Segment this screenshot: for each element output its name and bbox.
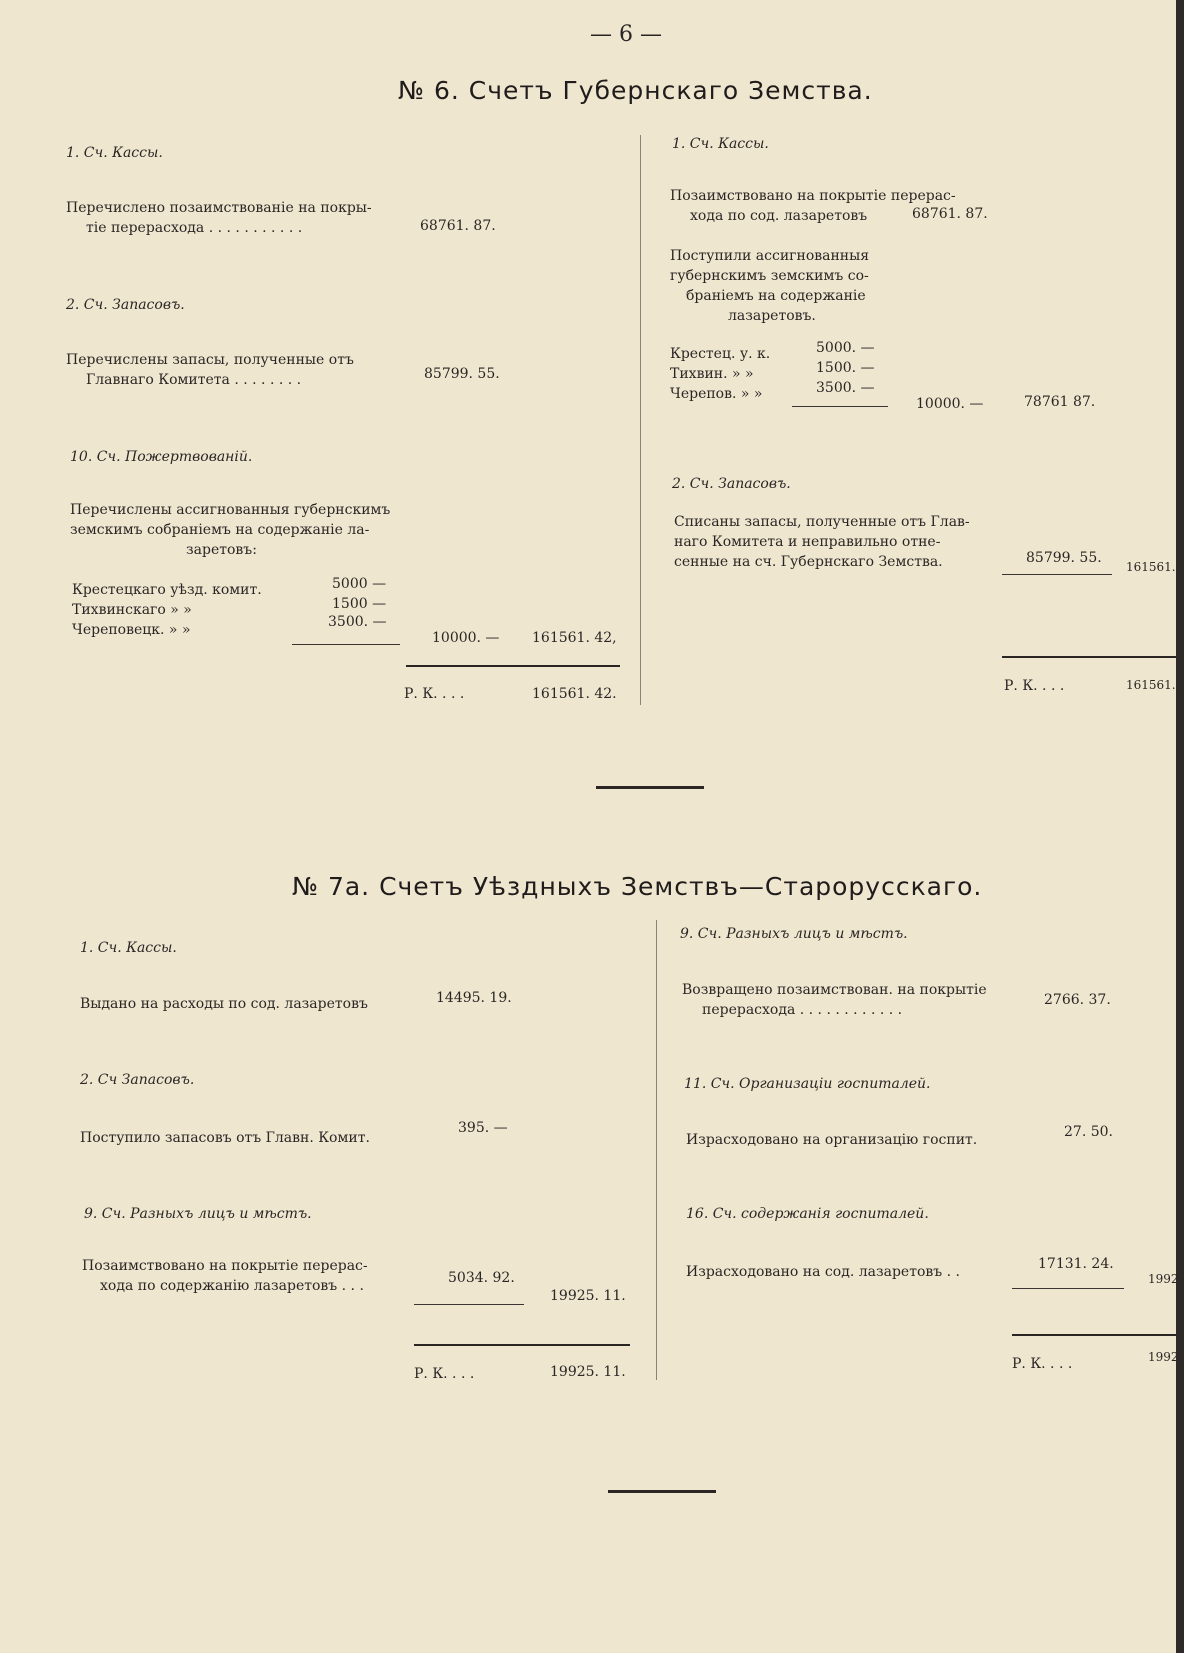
s6-right-subtotal: 10000. — (916, 396, 984, 412)
s6-left-entry2-amount: 85799. 55. (424, 366, 500, 382)
s6-left-subtotal: 10000. — (432, 630, 500, 646)
s6-right-entry3-line3: сенные на сч. Губернскаго Земства. (674, 554, 943, 570)
s6-left-heading-cash: 1. Сч. Кассы. (66, 145, 163, 161)
s6-left-sub1-amount: 5000 — (332, 576, 387, 592)
s7-left-rk-amount: 19925. 11. (550, 1364, 626, 1380)
s6-left-sub3-amount: 3500. — (328, 614, 387, 630)
s6-right-entry2-line1: Поступили ассигнованныя (670, 248, 870, 264)
s6-right-rk-amount: 161561. (1126, 678, 1176, 692)
s6-left-sub2-label: Тихвинскаго » » (72, 602, 192, 618)
s6-right-heading-cash: 1. Сч. Кассы. (672, 136, 769, 152)
s6-left-rk-amount: 161561. 42. (532, 686, 617, 702)
s6-right-entry2-line3: браніемъ на содержаніе (686, 288, 866, 304)
s7-left-entry1: Выдано на расходы по сод. лазаретовъ (80, 996, 368, 1012)
subtotal-rule (414, 1304, 524, 1305)
section-6-title: № 6. Счетъ Губернскаго Земства. (398, 76, 873, 105)
total-rule (1012, 1334, 1176, 1336)
s6-left-sub3-label: Череповецк. » » (72, 622, 191, 638)
s6-right-sub1-label: Крестец. у. к. (670, 346, 771, 362)
s7-left-entry2: Поступило запасовъ отъ Главн. Комит. (80, 1130, 370, 1146)
s6-right-total1: 78761 87. (1024, 394, 1096, 410)
s6-left-sub2-amount: 1500 — (332, 596, 387, 612)
s7-right-total: 1992 (1148, 1272, 1179, 1286)
s6-right-entry1-line1: Позаимствовано на покрытіе перерас- (670, 188, 956, 204)
total-rule (406, 665, 620, 667)
s6-left-entry3-line2: земскимъ собраніемъ на содержаніе ла- (70, 522, 370, 538)
s6-right-sub1-amount: 5000. — (816, 340, 875, 356)
s6-right-sub3-label: Черепов. » » (670, 386, 763, 402)
s6-left-entry1-line1: Перечислено позаимствованіе на покры- (66, 200, 372, 216)
s6-left-entry2-line2: Главнаго Комитета . . . . . . . . (86, 372, 302, 388)
s6-right-sub2-label: Тихвин. » » (670, 366, 754, 382)
s6-right-entry2-line4: лазаретовъ. (728, 308, 816, 324)
s7-left-entry2-amount: 395. — (458, 1120, 508, 1136)
s6-left-entry2-line1: Перечислены запасы, полученные отъ (66, 352, 354, 368)
s7-right-rk-amount: 1992 (1148, 1350, 1179, 1364)
s6-left-entry1-line2: тіе перерасхода . . . . . . . . . . . (86, 220, 303, 236)
s6-right-sub2-amount: 1500. — (816, 360, 875, 376)
s6-left-entry3-line3: заретовъ: (186, 542, 257, 558)
s6-right-entry1-amount: 68761. 87. (912, 206, 988, 222)
s6-left-sub1-label: Крестецкаго уѣзд. комит. (72, 582, 262, 598)
s7-right-heading-various: 9. Сч. Разныхъ лицъ и мѣстъ. (680, 926, 908, 942)
s7-left-total: 19925. 11. (550, 1288, 626, 1304)
s6-right-entry2-line2: губернскимъ земскимъ со- (670, 268, 869, 284)
s7-right-entry1-line1: Возвращено позаимствован. на покрытіе (682, 982, 987, 998)
s7-right-entry3: Израсходовано на сод. лазаретовъ . . (686, 1264, 960, 1280)
s7-right-entry2-amount: 27. 50. (1064, 1124, 1113, 1140)
s6-right-total: 161561. (1126, 560, 1176, 574)
section-7-title: № 7а. Счетъ Уѣздныхъ Земствъ—Старорусскаго. (292, 872, 983, 901)
s7-left-entry3-amount: 5034. 92. (448, 1270, 515, 1286)
section-separator (608, 1490, 716, 1493)
s7-left-entry1-amount: 14495. 19. (436, 990, 512, 1006)
s6-right-entry3-line2: наго Комитета и неправильно отне- (674, 534, 941, 550)
s6-left-heading-stocks: 2. Сч. Запасовъ. (66, 297, 185, 313)
section-separator (596, 786, 704, 789)
s7-left-entry3-line1: Позаимствовано на покрытіе перерас- (82, 1258, 368, 1274)
s6-left-entry3-line1: Перечислены ассигнованныя губернскимъ (70, 502, 391, 518)
total-rule (414, 1344, 630, 1346)
s6-right-rk-label: Р. К. . . . (1004, 678, 1065, 694)
s6-left-heading-donations: 10. Сч. Пожертвованій. (70, 449, 253, 465)
s7-right-entry1-amount: 2766. 37. (1044, 992, 1111, 1008)
s6-left-total: 161561. 42, (532, 630, 617, 646)
column-divider (656, 920, 657, 1380)
column-divider (640, 135, 641, 705)
page-edge-shadow (1176, 0, 1184, 1653)
s7-right-entry2: Израсходовано на организацію госпит. (686, 1132, 978, 1148)
subtotal-rule (792, 406, 888, 407)
s7-right-entry1-line2: перерасхода . . . . . . . . . . . . (702, 1002, 903, 1018)
s6-right-sub3-amount: 3500. — (816, 380, 875, 396)
subtotal-rule (292, 644, 400, 645)
s7-right-entry3-amount: 17131. 24. (1038, 1256, 1114, 1272)
s7-right-heading-maintenance: 16. Сч. содержанія госпиталей. (686, 1206, 929, 1222)
s6-left-entry1-amount: 68761. 87. (420, 218, 496, 234)
s7-left-entry3-line2: хода по содержанію лазаретовъ . . . (100, 1278, 364, 1294)
s7-right-rk-label: Р. К. . . . (1012, 1356, 1073, 1372)
total-rule (1002, 656, 1176, 658)
s7-right-heading-organization: 11. Сч. Организаціи госпиталей. (684, 1076, 931, 1092)
subtotal-rule (1012, 1288, 1124, 1289)
s6-right-entry1-line2: хода по сод. лазаретовъ (690, 208, 868, 224)
s6-right-entry3-line1: Списаны запасы, полученные отъ Глав- (674, 514, 970, 530)
s7-left-heading-cash: 1. Сч. Кассы. (80, 940, 177, 956)
page-number: — 6 — (590, 22, 662, 47)
s6-left-rk-label: Р. К. . . . (404, 686, 465, 702)
s6-right-entry3-amount: 85799. 55. (1026, 550, 1102, 566)
s6-right-heading-stocks: 2. Сч. Запасовъ. (672, 476, 791, 492)
s7-left-heading-various: 9. Сч. Разныхъ лицъ и мѣстъ. (84, 1206, 312, 1222)
s7-left-heading-stocks: 2. Сч Запасовъ. (80, 1072, 195, 1088)
subtotal-rule (1002, 574, 1112, 575)
s7-left-rk-label: Р. К. . . . (414, 1366, 475, 1382)
